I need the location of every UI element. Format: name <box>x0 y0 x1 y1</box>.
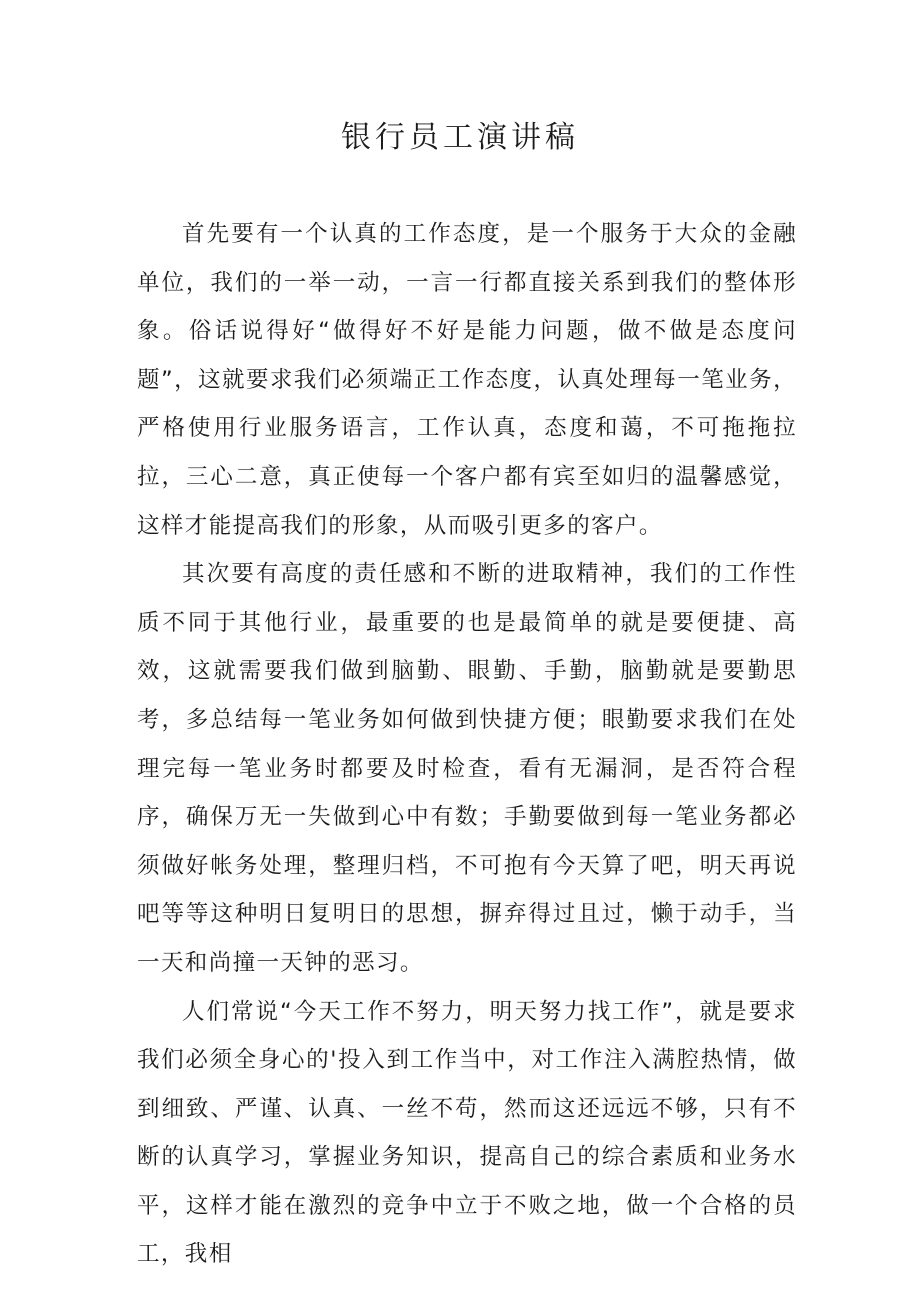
document-body <box>137 210 797 1279</box>
paragraph-responsibility: 其次要有高度的责任感和不断的进取精神，我们的工作性质不同于其他行业，最重要的也是最简单的就是要便捷、高效，这就需要我们做到脑勤、眼勤、手勤，脑勤就是要勤思考，多总结每一笔业务如何做到快捷方便；眼勤要求我们在处理完每一笔业务时都要及时检查，看有无漏洞，是否符合程序，确保万无一失做到心中有数；手勤要做到每一笔业务都必须做好帐务处理，整理归档，不可抱有今天算了吧，明天再说吧等等这种明日复明日的思想，摒弃得过且过，懒于动手，当一天和尚撞一天钟的恶习。 <box>137 561 797 976</box>
paragraph-attitude: 首先要有一个认真的工作态度，是一个服务于大众的金融单位，我们的一举一动，一言一行都直接关系到我们的整体形象。俗话说得好“做得好不好是能力问题，做不做是态度问题”，这就要求我们必须端正工作态度，认真处理每一笔业务，严格使用行业服务语言，工作认真，态度和蔼，不可拖拖拉拉，三心二意，真正使每一个客户都有宾至如归的温馨感觉，这样才能提高我们的形象，从而吸引更多的客户。 <box>137 221 797 539</box>
paragraph-learning: 人们常说“今天工作不努力，明天努力找工作”，就是要求我们必须全身心的'投入到工作当中，对工作注入满腔热情，做到细致、严谨、认真、一丝不苟，然而这还远远不够，只有不断的认真学习，掌握业务知识，提高自己的综合素质和业务水平，这样才能在激烈的竞争中立于不败之地，做一个合格的员工，我相 <box>137 998 797 1268</box>
document-title: 银行员工演讲稿 <box>341 120 579 155</box>
